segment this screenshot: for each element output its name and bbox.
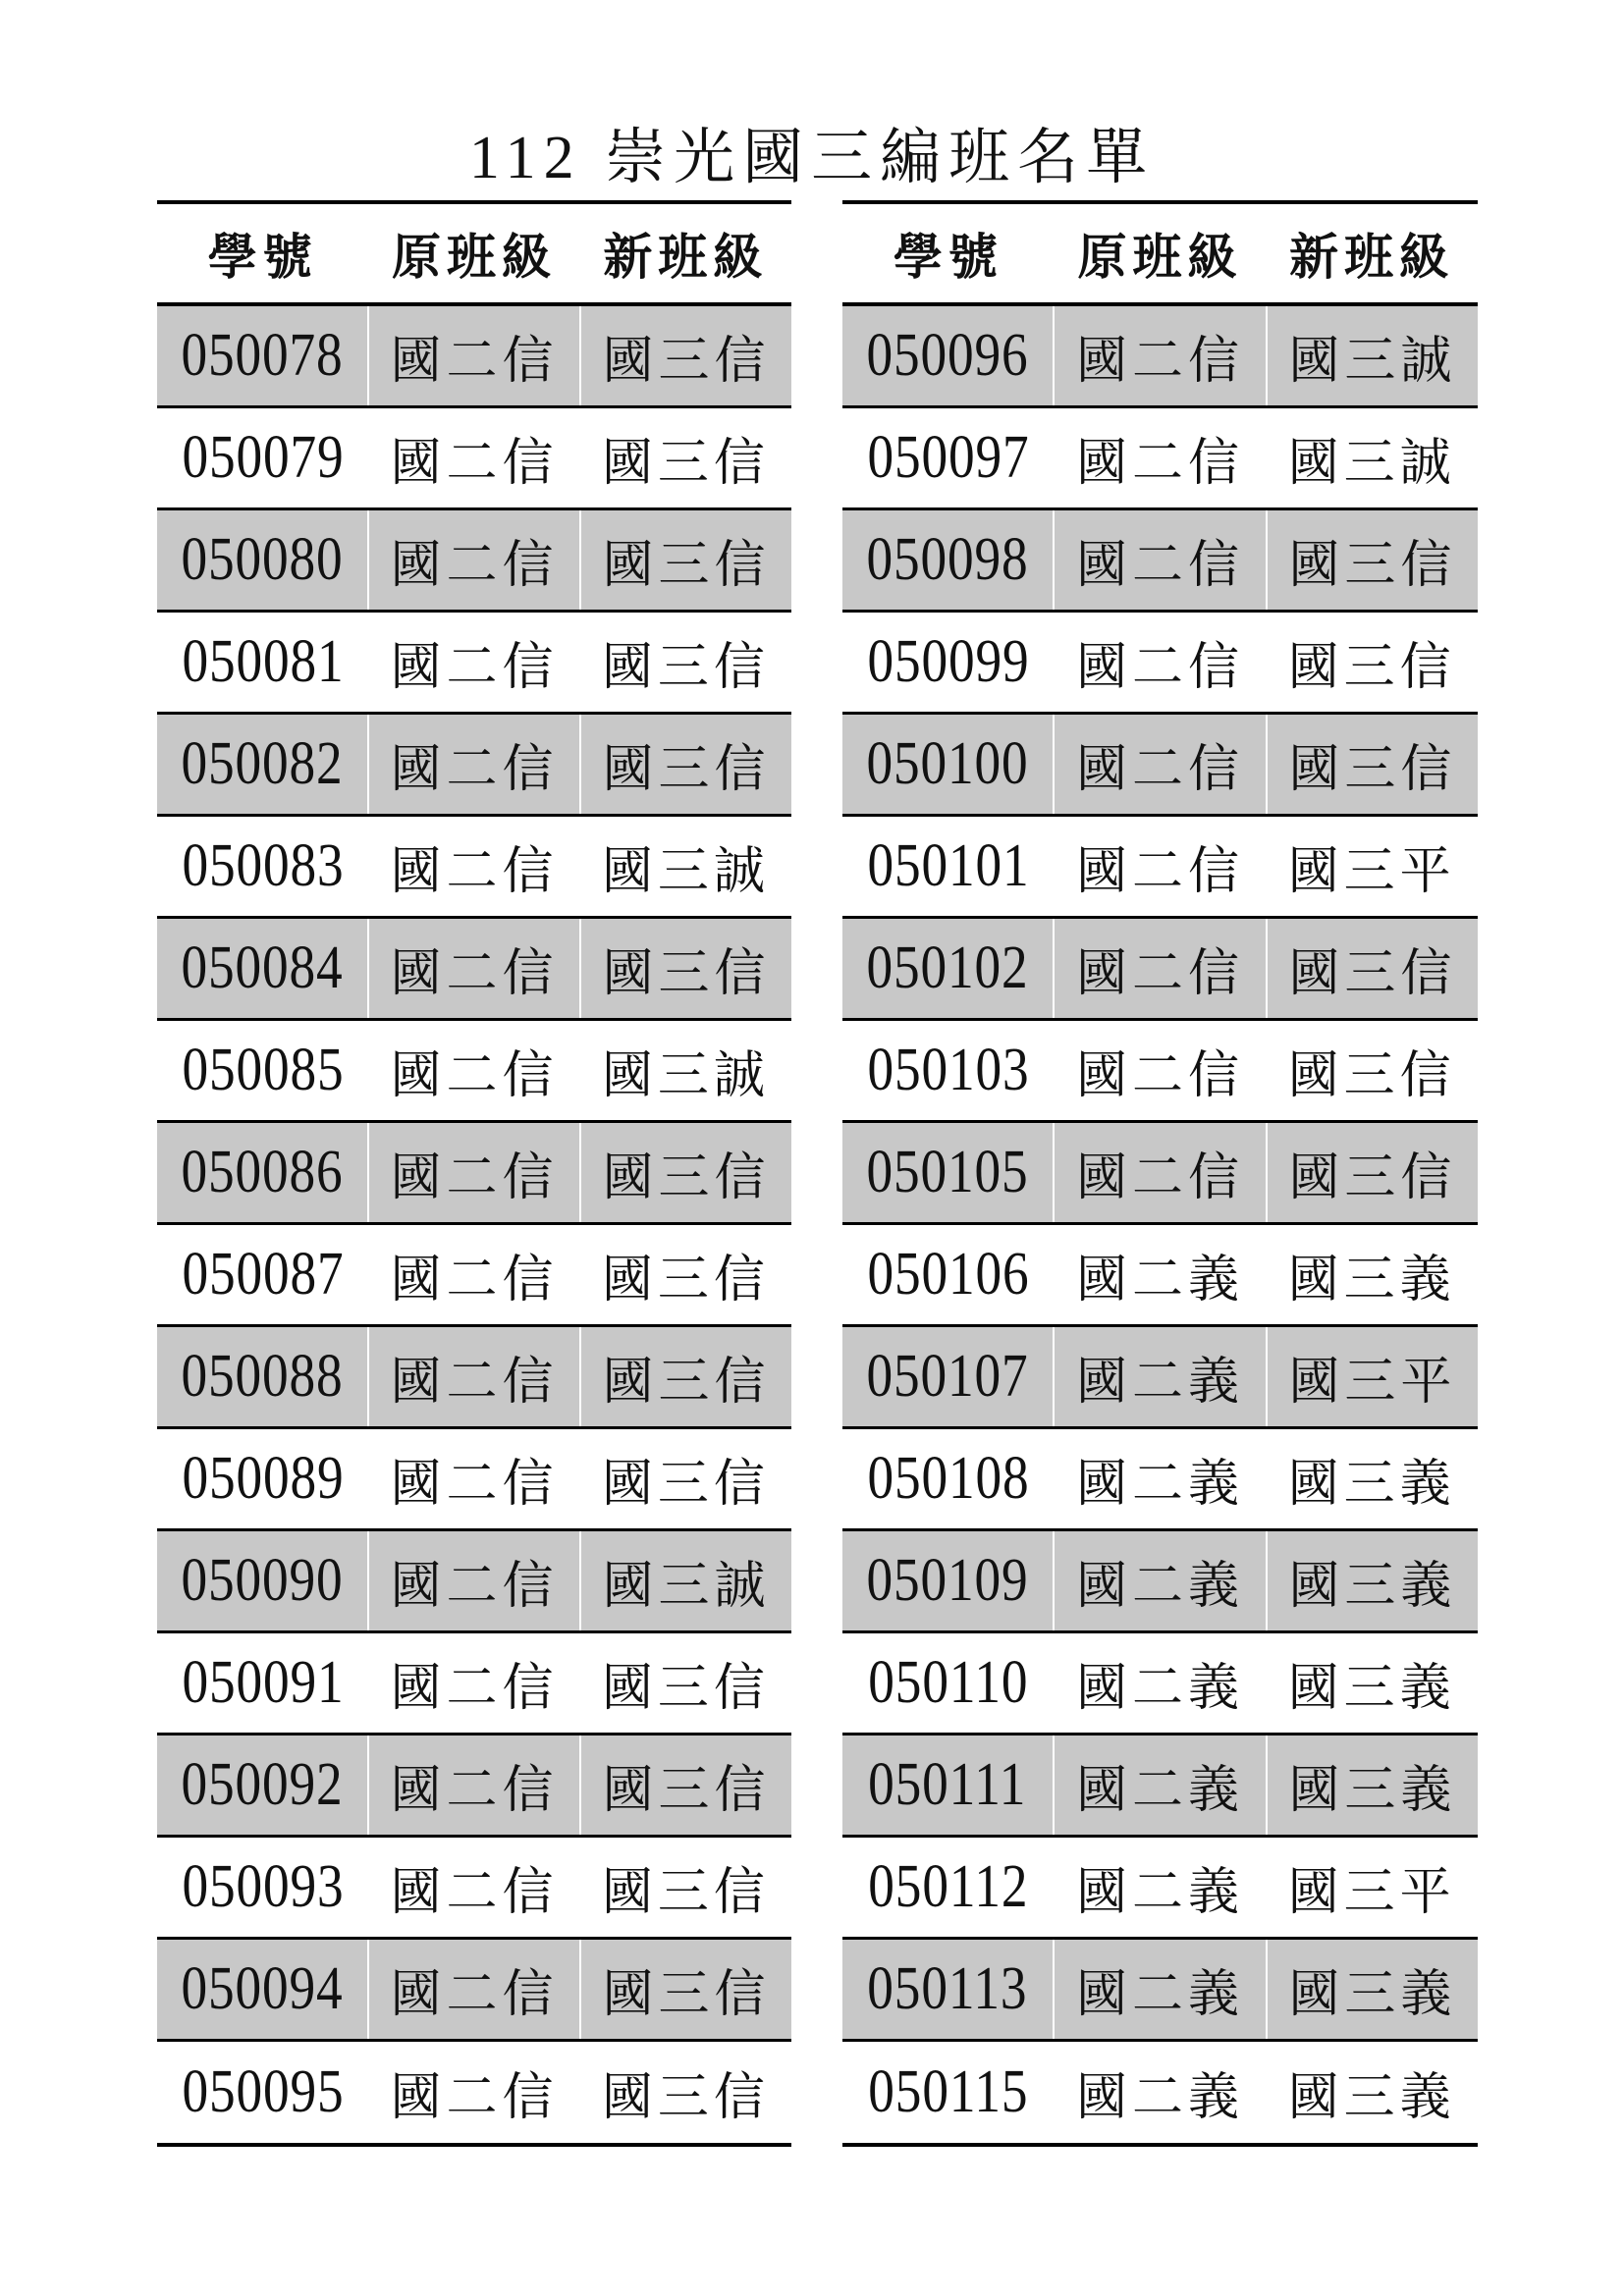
- original-class-cell: [1055, 613, 1267, 712]
- student-id-cell: [157, 817, 368, 916]
- new-class-cell: [1266, 1735, 1478, 1835]
- original-class-text: 國二信: [390, 1863, 559, 1922]
- new-class-text: 國三信: [602, 1761, 771, 1820]
- new-class-cell: [579, 1327, 791, 1426]
- original-class-cell: [1053, 1940, 1265, 2039]
- student-id-text: 050091: [182, 1649, 345, 1716]
- new-class-text: 國三信: [1288, 944, 1457, 1003]
- left-table-body: [157, 306, 791, 2143]
- table-row: [842, 1429, 1478, 1531]
- student-id-cell: [842, 510, 1053, 610]
- student-id-text: 050112: [868, 1853, 1029, 1920]
- original-class-text: 國二信: [390, 332, 559, 391]
- student-id-cell: [842, 715, 1053, 814]
- new-class-cell: [579, 919, 791, 1018]
- student-id-cell: [157, 510, 367, 610]
- new-class-text: 國三信: [601, 434, 770, 493]
- new-class-cell: [1266, 1429, 1478, 1528]
- table-row: [157, 1429, 791, 1531]
- student-id-text: 050106: [867, 1241, 1030, 1308]
- student-id-text: 050083: [182, 832, 345, 899]
- table-row: [157, 1531, 791, 1633]
- student-id-text: 050097: [867, 424, 1030, 491]
- original-class-text: 國二義: [1075, 1761, 1244, 1820]
- original-class-cell: [1055, 1225, 1267, 1324]
- original-class-cell: [368, 1021, 579, 1120]
- student-id-text: 050084: [181, 934, 344, 1001]
- new-class-cell: [1266, 306, 1478, 405]
- original-class-cell: [367, 715, 579, 814]
- original-class-text: 國二義: [1076, 1251, 1245, 1309]
- student-id-text: 050110: [868, 1649, 1029, 1716]
- student-id-cell: [842, 1123, 1053, 1222]
- student-id-text: 050101: [867, 832, 1030, 899]
- new-class-cell: [1266, 613, 1478, 712]
- new-class-text: 國三信: [602, 944, 771, 1003]
- new-class-text: 國三信: [602, 1353, 771, 1412]
- student-id-cell: [157, 306, 367, 405]
- original-class-text: 國二信: [390, 638, 559, 697]
- original-class-cell: [367, 1940, 579, 2039]
- student-id-cell: [157, 1531, 367, 1630]
- original-class-text: 國二信: [390, 1965, 559, 2024]
- header-student-id: 學號: [207, 229, 318, 286]
- original-class-text: 國二信: [390, 1659, 559, 1718]
- student-id-cell: [157, 1633, 368, 1733]
- original-class-text: 國二義: [1075, 1353, 1244, 1412]
- student-id-text: 050085: [182, 1037, 345, 1103]
- original-class-text: 國二信: [1075, 536, 1244, 595]
- student-id-cell: [157, 715, 367, 814]
- new-class-text: 國三信: [602, 536, 771, 595]
- original-class-cell: [368, 1633, 579, 1733]
- table-row: [842, 306, 1478, 408]
- student-id-text: 050100: [866, 730, 1029, 797]
- original-class-cell: [1053, 715, 1265, 814]
- student-id-text: 050088: [181, 1343, 344, 1410]
- table-row: [842, 1225, 1478, 1327]
- original-class-text: 國二信: [390, 1046, 559, 1105]
- new-class-cell: [1266, 1021, 1478, 1120]
- original-class-cell: [1053, 1123, 1265, 1222]
- new-class-cell: [580, 1021, 791, 1120]
- student-id-text: 050113: [867, 1955, 1028, 2022]
- new-class-cell: [1266, 1225, 1478, 1324]
- student-id-cell: [842, 1531, 1053, 1630]
- student-id-cell: [157, 1735, 367, 1835]
- student-id-cell: [842, 1021, 1055, 1120]
- table-row: [842, 2042, 1478, 2143]
- new-class-text: 國三義: [1288, 1761, 1457, 1820]
- new-class-cell: [1266, 817, 1478, 916]
- table-row: [157, 2042, 791, 2143]
- table-row: [157, 1838, 791, 1940]
- student-id-text: 050095: [182, 2058, 345, 2125]
- new-class-cell: [1266, 1633, 1478, 1733]
- new-class-text: 國三誠: [601, 1046, 770, 1105]
- new-class-text: 國三信: [1288, 1148, 1457, 1207]
- original-class-cell: [367, 1123, 579, 1222]
- table-row: [842, 1838, 1478, 1940]
- new-class-text: 國三誠: [1288, 332, 1457, 391]
- new-class-cell: [1266, 1327, 1478, 1426]
- table-row: [157, 1940, 791, 2042]
- original-class-text: 國二信: [1075, 1148, 1244, 1207]
- new-class-cell: [580, 2042, 791, 2143]
- table-row: [842, 613, 1478, 715]
- student-id-text: 050094: [181, 1955, 344, 2022]
- student-id-text: 050099: [867, 628, 1030, 695]
- student-id-text: 050096: [866, 322, 1029, 389]
- student-id-text: 050089: [182, 1445, 345, 1512]
- original-class-cell: [1053, 306, 1265, 405]
- table-row: [842, 408, 1478, 510]
- original-class-text: 國二信: [1076, 1046, 1245, 1105]
- new-class-text: 國三信: [602, 1148, 771, 1207]
- original-class-cell: [368, 817, 579, 916]
- student-id-text: 050081: [182, 628, 345, 695]
- new-class-cell: [580, 613, 791, 712]
- new-class-cell: [1266, 1123, 1478, 1222]
- left-roster-table: [157, 200, 791, 2147]
- original-class-cell: [367, 919, 579, 1018]
- right-table-body: [842, 306, 1478, 2143]
- header-original-class: 原班級: [391, 229, 557, 286]
- student-id-cell: [842, 817, 1055, 916]
- table-row: [157, 1021, 791, 1123]
- student-id-cell: [842, 1327, 1053, 1426]
- original-class-text: 國二義: [1076, 1863, 1245, 1922]
- original-class-text: 國二信: [390, 842, 559, 901]
- student-id-cell: [842, 1735, 1053, 1835]
- original-class-text: 國二信: [1075, 332, 1244, 391]
- original-class-cell: [368, 1225, 579, 1324]
- student-id-cell: [157, 1225, 368, 1324]
- new-class-cell: [1266, 919, 1478, 1018]
- student-id-cell: [842, 919, 1053, 1018]
- original-class-text: 國二義: [1075, 1965, 1244, 2024]
- new-class-cell: [579, 715, 791, 814]
- header-new-class: 新班級: [1289, 229, 1455, 286]
- original-class-cell: [1055, 2042, 1267, 2143]
- original-class-cell: [1055, 1838, 1267, 1937]
- table-row: [157, 919, 791, 1021]
- original-class-text: 國二信: [1076, 842, 1245, 901]
- header-new-class: 新班級: [603, 229, 769, 286]
- original-class-text: 國二信: [390, 944, 559, 1003]
- table-row: [842, 817, 1478, 919]
- student-id-text: 050108: [867, 1445, 1030, 1512]
- student-id-cell: [157, 1021, 368, 1120]
- student-id-text: 050115: [868, 2058, 1029, 2125]
- student-id-text: 050105: [866, 1139, 1029, 1205]
- student-id-text: 050086: [181, 1139, 344, 1205]
- student-id-text: 050109: [866, 1547, 1029, 1614]
- new-class-text: 國三義: [1288, 1965, 1457, 2024]
- table-header-row: [842, 204, 1478, 306]
- new-class-cell: [1266, 408, 1478, 507]
- new-class-text: 國三信: [1288, 536, 1457, 595]
- table-row: [842, 1940, 1478, 2042]
- new-class-text: 國三信: [1287, 1046, 1456, 1105]
- original-class-text: 國二信: [1075, 944, 1244, 1003]
- new-class-text: 國三誠: [1287, 434, 1456, 493]
- new-class-text: 國三信: [1288, 740, 1457, 799]
- table-row: [842, 1735, 1478, 1838]
- new-class-text: 國三信: [601, 1659, 770, 1718]
- student-id-text: 050098: [866, 526, 1029, 593]
- page-title: 112 崇光國三編班名單: [468, 125, 1156, 191]
- student-id-cell: [157, 1327, 367, 1426]
- original-class-cell: [1053, 1327, 1265, 1426]
- original-class-cell: [1053, 1531, 1265, 1630]
- header-student-id: 學號: [893, 229, 1003, 286]
- new-class-text: 國三信: [601, 2068, 770, 2127]
- original-class-cell: [368, 613, 579, 712]
- table-row: [157, 613, 791, 715]
- original-class-cell: [367, 1327, 579, 1426]
- student-id-cell: [157, 408, 368, 507]
- original-class-text: 國二義: [1076, 1455, 1245, 1514]
- table-row: [157, 715, 791, 817]
- student-id-text: 050080: [181, 526, 344, 593]
- new-class-cell: [579, 1531, 791, 1630]
- original-class-cell: [367, 510, 579, 610]
- student-id-cell: [842, 1225, 1055, 1324]
- table-row: [157, 306, 791, 408]
- student-id-text: 050079: [182, 424, 345, 491]
- original-class-cell: [367, 306, 579, 405]
- original-class-cell: [1053, 1735, 1265, 1835]
- original-class-text: 國二信: [1075, 740, 1244, 799]
- table-row: [842, 1123, 1478, 1225]
- original-class-cell: [368, 1429, 579, 1528]
- new-class-text: 國三誠: [601, 842, 770, 901]
- student-id-cell: [842, 613, 1055, 712]
- student-id-cell: [842, 408, 1055, 507]
- original-class-cell: [368, 408, 579, 507]
- table-row: [842, 510, 1478, 613]
- header-original-class: 原班級: [1077, 229, 1243, 286]
- original-class-cell: [1055, 1633, 1267, 1733]
- new-class-text: 國三信: [601, 1455, 770, 1514]
- new-class-cell: [1266, 1838, 1478, 1937]
- table-row: [157, 817, 791, 919]
- new-class-cell: [580, 1429, 791, 1528]
- student-id-text: 050078: [181, 322, 344, 389]
- original-class-cell: [1053, 919, 1265, 1018]
- new-class-text: 國三義: [1288, 1557, 1457, 1616]
- student-id-text: 050093: [182, 1853, 345, 1920]
- student-id-cell: [157, 613, 368, 712]
- student-id-cell: [157, 1940, 367, 2039]
- new-class-cell: [580, 1225, 791, 1324]
- new-class-text: 國三信: [1287, 638, 1456, 697]
- new-class-cell: [579, 1940, 791, 2039]
- new-class-text: 國三信: [602, 332, 771, 391]
- table-row: [157, 408, 791, 510]
- table-row: [842, 1531, 1478, 1633]
- new-class-cell: [579, 510, 791, 610]
- original-class-text: 國二義: [1076, 2068, 1245, 2127]
- new-class-cell: [579, 1123, 791, 1222]
- original-class-cell: [367, 1531, 579, 1630]
- original-class-text: 國二信: [390, 2068, 559, 2127]
- original-class-cell: [1055, 817, 1267, 916]
- original-class-text: 國二信: [390, 1148, 559, 1207]
- original-class-text: 國二信: [1076, 638, 1245, 697]
- student-id-cell: [842, 306, 1053, 405]
- new-class-text: 國三平: [1287, 1863, 1456, 1922]
- new-class-text: 國三信: [601, 1863, 770, 1922]
- table-row: [157, 1633, 791, 1735]
- student-id-text: 050082: [181, 730, 344, 797]
- new-class-cell: [580, 408, 791, 507]
- original-class-cell: [1055, 1021, 1267, 1120]
- student-id-cell: [842, 2042, 1055, 2143]
- original-class-text: 國二義: [1075, 1557, 1244, 1616]
- student-id-text: 050102: [866, 934, 1029, 1001]
- new-class-cell: [1266, 510, 1478, 610]
- student-id-cell: [842, 1838, 1055, 1937]
- student-id-text: 050111: [868, 1751, 1027, 1818]
- new-class-cell: [580, 1838, 791, 1937]
- student-id-cell: [842, 1429, 1055, 1528]
- student-id-cell: [157, 1429, 368, 1528]
- original-class-cell: [1055, 1429, 1267, 1528]
- original-class-text: 國二信: [390, 1353, 559, 1412]
- new-class-text: 國三義: [1287, 1455, 1456, 1514]
- table-row: [842, 1021, 1478, 1123]
- new-class-cell: [580, 817, 791, 916]
- table-row: [157, 1123, 791, 1225]
- table-row: [842, 1327, 1478, 1429]
- student-id-cell: [157, 1123, 367, 1222]
- new-class-cell: [579, 306, 791, 405]
- student-id-text: 050107: [866, 1343, 1029, 1410]
- original-class-text: 國二信: [390, 1557, 559, 1616]
- original-class-cell: [1055, 408, 1267, 507]
- original-class-text: 國二義: [1076, 1659, 1245, 1718]
- new-class-text: 國三信: [602, 740, 771, 799]
- new-class-text: 國三義: [1287, 1251, 1456, 1309]
- right-roster-table: [842, 200, 1478, 2147]
- new-class-text: 國三信: [602, 1965, 771, 2024]
- table-row: [157, 1225, 791, 1327]
- original-class-cell: [1053, 510, 1265, 610]
- new-class-cell: [1266, 2042, 1478, 2143]
- table-header-row: [157, 204, 791, 306]
- new-class-cell: [580, 1633, 791, 1733]
- table-row: [157, 510, 791, 613]
- original-class-text: 國二信: [390, 1251, 559, 1309]
- original-class-cell: [367, 1735, 579, 1835]
- table-row: [842, 919, 1478, 1021]
- student-id-text: 050090: [181, 1547, 344, 1614]
- table-row: [842, 1633, 1478, 1735]
- table-row: [842, 715, 1478, 817]
- student-id-cell: [157, 919, 367, 1018]
- original-class-cell: [368, 2042, 579, 2143]
- original-class-text: 國二信: [390, 1761, 559, 1820]
- new-class-text: 國三義: [1287, 2068, 1456, 2127]
- new-class-text: 國三義: [1287, 1659, 1456, 1718]
- original-class-text: 國二信: [390, 536, 559, 595]
- student-id-text: 050103: [867, 1037, 1030, 1103]
- student-id-cell: [157, 1838, 368, 1937]
- original-class-text: 國二信: [1076, 434, 1245, 493]
- original-class-cell: [368, 1838, 579, 1937]
- new-class-cell: [1266, 715, 1478, 814]
- new-class-text: 國三信: [601, 1251, 770, 1309]
- table-row: [157, 1327, 791, 1429]
- new-class-text: 國三平: [1287, 842, 1456, 901]
- student-id-cell: [842, 1940, 1053, 2039]
- student-id-text: 050092: [181, 1751, 344, 1818]
- table-row: [157, 1735, 791, 1838]
- new-class-text: 國三誠: [602, 1557, 771, 1616]
- new-class-cell: [1266, 1940, 1478, 2039]
- original-class-text: 國二信: [390, 434, 559, 493]
- student-id-cell: [157, 2042, 368, 2143]
- new-class-cell: [579, 1735, 791, 1835]
- original-class-text: 國二信: [390, 1455, 559, 1514]
- original-class-text: 國二信: [390, 740, 559, 799]
- new-class-cell: [1266, 1531, 1478, 1630]
- new-class-text: 國三信: [601, 638, 770, 697]
- new-class-text: 國三平: [1288, 1353, 1457, 1412]
- student-id-cell: [842, 1633, 1055, 1733]
- student-id-text: 050087: [182, 1241, 345, 1308]
